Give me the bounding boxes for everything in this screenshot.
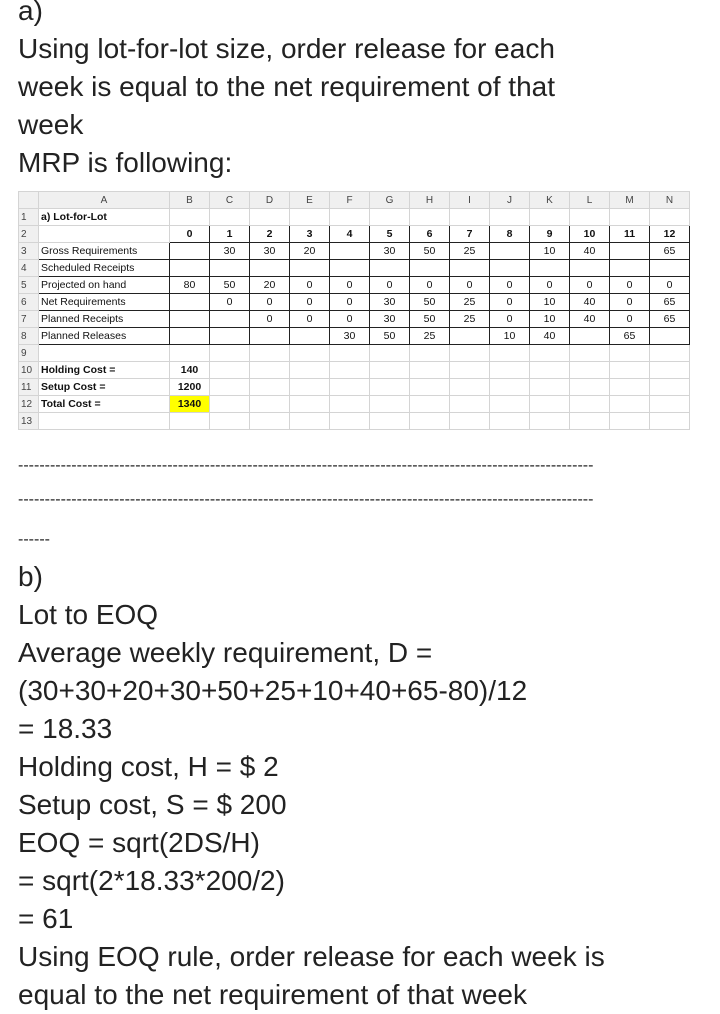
setup-cost-row [19, 379, 690, 396]
mrp-cell: 0 [490, 277, 530, 294]
part-b-line: Lot to EOQ [18, 599, 159, 630]
column-header: G [370, 192, 410, 209]
row-number: 7 [19, 311, 39, 328]
mrp-cell: 20 [250, 277, 290, 294]
mrp-spreadsheet [18, 191, 690, 430]
part-b-line: Holding cost, H = $ 2 [18, 751, 279, 782]
part-b-line: = 18.33 [18, 713, 113, 744]
week-cell: 11 [610, 226, 650, 243]
mrp-cell [570, 328, 610, 345]
column-header: B [170, 192, 210, 209]
mrp-cell: 0 [210, 294, 250, 311]
part-b-line: = 61 [18, 903, 74, 934]
mrp-cell: 0 [610, 311, 650, 328]
week-cell: 6 [410, 226, 450, 243]
mrp-cell: 40 [570, 294, 610, 311]
column-header: J [490, 192, 530, 209]
mrp-cell [170, 260, 210, 277]
row-number: 6 [19, 294, 39, 311]
column-header: L [570, 192, 610, 209]
mrp-cell: 0 [490, 294, 530, 311]
mrp-cell: 30 [330, 328, 370, 345]
mrp-cell [210, 311, 250, 328]
mrp-cell [570, 260, 610, 277]
week-cell: 4 [330, 226, 370, 243]
mrp-cell [170, 328, 210, 345]
part-a-section [18, 0, 710, 182]
week-cell: 8 [490, 226, 530, 243]
mrp-cell: 40 [570, 311, 610, 328]
mrp-cell: 10 [530, 243, 570, 260]
mrp-cell: 30 [370, 294, 410, 311]
mrp-cell: 0 [290, 277, 330, 294]
part-b-line: Setup cost, S = $ 200 [18, 789, 287, 820]
mrp-cell: 30 [370, 243, 410, 260]
mrp-cell [170, 243, 210, 260]
row-number: 9 [19, 345, 39, 362]
total-cost-row [19, 396, 690, 413]
mrp-cell [170, 294, 210, 311]
mrp-cell [610, 243, 650, 260]
separator-line: ------------------------------------------------------------------------------------------------------------ [18, 457, 594, 474]
mrp-row [19, 260, 690, 277]
week-cell: 9 [530, 226, 570, 243]
mrp-row [19, 294, 690, 311]
mrp-row [19, 311, 690, 328]
setup-cost-label: Setup Cost = [39, 379, 170, 396]
mrp-cell: 80 [170, 277, 210, 294]
column-header: A [39, 192, 170, 209]
mrp-cell: 0 [250, 311, 290, 328]
mrp-cell: 40 [530, 328, 570, 345]
week-cell: 0 [170, 226, 210, 243]
mrp-cell [330, 260, 370, 277]
row-number: 4 [19, 260, 39, 277]
holding-cost-label: Holding Cost = [39, 362, 170, 379]
mrp-cell: 0 [610, 277, 650, 294]
mrp-cell: 0 [330, 294, 370, 311]
mrp-row-label: Gross Requirements [39, 243, 170, 260]
column-header: H [410, 192, 450, 209]
mrp-cell: 0 [530, 277, 570, 294]
row-number: 12 [19, 396, 39, 413]
mrp-cell: 0 [290, 294, 330, 311]
week-cell: 1 [210, 226, 250, 243]
row-number: 11 [19, 379, 39, 396]
mrp-cell: 25 [450, 243, 490, 260]
part-b-line: EOQ = sqrt(2DS/H) [18, 827, 260, 858]
row-number: 2 [19, 226, 39, 243]
separator-line: ------------------------------------------------------------------------------------------------------------ [18, 491, 594, 508]
part-a-line: week is equal to the net requirement of that [18, 71, 555, 102]
row-number: 1 [19, 209, 39, 226]
mrp-row-label: Planned Receipts [39, 311, 170, 328]
mrp-cell: 25 [450, 311, 490, 328]
sheet-row [19, 209, 690, 226]
part-a-line: MRP is following: [18, 147, 233, 178]
week-cell: 5 [370, 226, 410, 243]
mrp-cell [650, 260, 690, 277]
part-a-line: Using lot-for-lot size, order release for each [18, 33, 555, 64]
mrp-cell: 10 [530, 294, 570, 311]
mrp-cell: 50 [370, 328, 410, 345]
mrp-cell [650, 328, 690, 345]
mrp-cell: 25 [450, 294, 490, 311]
mrp-cell: 65 [650, 311, 690, 328]
mrp-cell [370, 260, 410, 277]
column-header: I [450, 192, 490, 209]
mrp-cell: 65 [610, 328, 650, 345]
week-cell: 12 [650, 226, 690, 243]
column-header: C [210, 192, 250, 209]
week-cell: 10 [570, 226, 610, 243]
total-cost-value: 1340 [170, 396, 210, 413]
part-b-line: (30+30+20+30+50+25+10+40+65-80)/12 [18, 675, 528, 706]
corner-cell [19, 192, 39, 209]
mrp-cell: 0 [370, 277, 410, 294]
mrp-cell [410, 260, 450, 277]
mrp-cell: 0 [330, 311, 370, 328]
mrp-row-label: Net Requirements [39, 294, 170, 311]
mrp-cell [450, 328, 490, 345]
mrp-cell: 0 [450, 277, 490, 294]
mrp-cell [330, 243, 370, 260]
mrp-cell [610, 260, 650, 277]
sheet-row [19, 345, 690, 362]
mrp-cell [530, 260, 570, 277]
mrp-cell: 50 [410, 243, 450, 260]
mrp-cell [170, 311, 210, 328]
row-number: 10 [19, 362, 39, 379]
mrp-row-label: Scheduled Receipts [39, 260, 170, 277]
mrp-cell: 25 [410, 328, 450, 345]
mrp-cell: 50 [210, 277, 250, 294]
column-header: E [290, 192, 330, 209]
mrp-cell: 65 [650, 294, 690, 311]
mrp-cell [450, 260, 490, 277]
mrp-row [19, 243, 690, 260]
mrp-cell: 10 [530, 311, 570, 328]
part-b-heading: b) [18, 561, 43, 592]
column-header: N [650, 192, 690, 209]
row-number: 3 [19, 243, 39, 260]
part-b-line: Average weekly requirement, D = [18, 637, 433, 668]
mrp-cell: 0 [290, 311, 330, 328]
mrp-cell: 0 [650, 277, 690, 294]
column-header-row [19, 192, 690, 209]
part-b-line: Using EOQ rule, order release for each week is [18, 941, 605, 972]
week-cell: 3 [290, 226, 330, 243]
mrp-cell [490, 260, 530, 277]
mrp-cell: 50 [410, 294, 450, 311]
mrp-cell: 30 [250, 243, 290, 260]
part-b-line: = sqrt(2*18.33*200/2) [18, 865, 285, 896]
separator-line: ------ [18, 531, 50, 548]
mrp-row-label: Projected on hand [39, 277, 170, 294]
week-row [19, 226, 690, 243]
row-number: 8 [19, 328, 39, 345]
mrp-cell [490, 243, 530, 260]
mrp-cell: 20 [290, 243, 330, 260]
sheet-row [19, 413, 690, 430]
mrp-cell [210, 328, 250, 345]
mrp-cell: 0 [330, 277, 370, 294]
part-b-line: equal to the net requirement of that week [18, 979, 527, 1010]
mrp-cell [290, 328, 330, 345]
mrp-cell: 65 [650, 243, 690, 260]
mrp-cell [290, 260, 330, 277]
row-number: 13 [19, 413, 39, 430]
mrp-cell [210, 260, 250, 277]
mrp-cell: 50 [410, 311, 450, 328]
holding-cost-row [19, 362, 690, 379]
holding-cost-value: 140 [170, 362, 210, 379]
part-a-heading: a) [18, 0, 43, 26]
column-header: D [250, 192, 290, 209]
setup-cost-value: 1200 [170, 379, 210, 396]
mrp-row [19, 328, 690, 345]
week-cell: 7 [450, 226, 490, 243]
column-header: M [610, 192, 650, 209]
column-header: K [530, 192, 570, 209]
mrp-row-label: Planned Releases [39, 328, 170, 345]
mrp-cell: 0 [570, 277, 610, 294]
row-number: 5 [19, 277, 39, 294]
mrp-cell [250, 260, 290, 277]
mrp-cell: 0 [410, 277, 450, 294]
mrp-cell: 0 [250, 294, 290, 311]
column-header: F [330, 192, 370, 209]
mrp-cell: 30 [210, 243, 250, 260]
mrp-cell: 0 [610, 294, 650, 311]
mrp-cell: 30 [370, 311, 410, 328]
mrp-cell: 40 [570, 243, 610, 260]
mrp-cell: 10 [490, 328, 530, 345]
part-a-line: week [18, 109, 84, 140]
mrp-cell [250, 328, 290, 345]
total-cost-label: Total Cost = [39, 396, 170, 413]
mrp-row [19, 277, 690, 294]
sheet-title: a) Lot-for-Lot [39, 209, 170, 226]
mrp-cell: 0 [490, 311, 530, 328]
week-cell: 2 [250, 226, 290, 243]
part-b-section [18, 558, 710, 1014]
